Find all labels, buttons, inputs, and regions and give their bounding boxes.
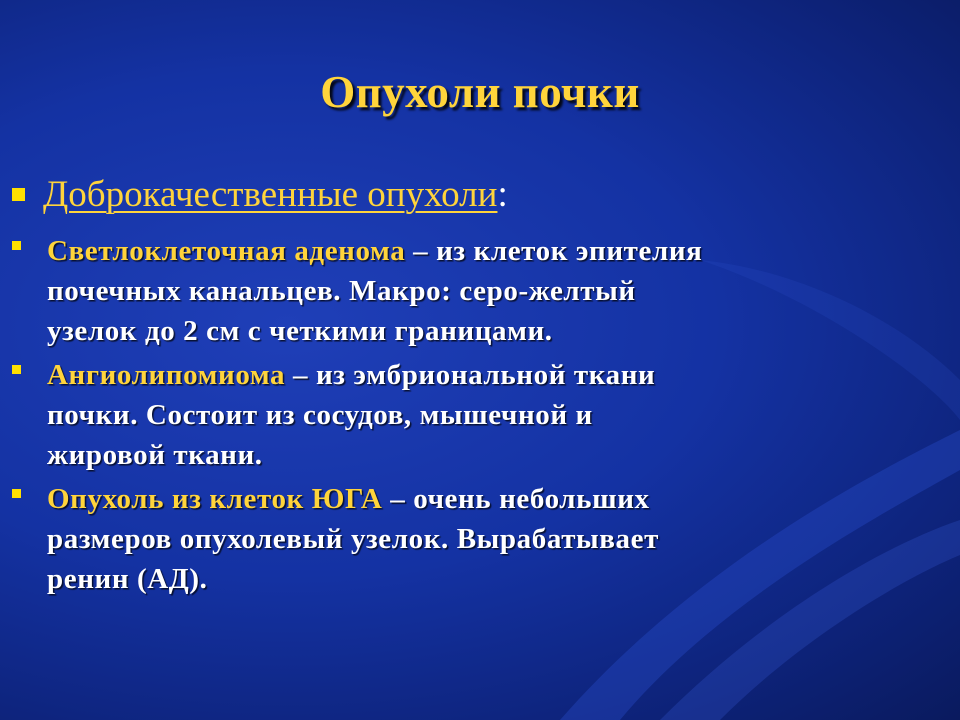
heading-item [12, 174, 892, 216]
description-text: – очень небольших [382, 483, 650, 515]
description-text: жировой ткани. [47, 439, 263, 471]
term-label: Ангиолипомиома [47, 359, 286, 391]
bullet-square-icon [12, 241, 21, 250]
term-label: Светлоклеточная аденома [47, 235, 406, 267]
description-text: почечных канальцев. Макро: серо-желтый [47, 275, 636, 307]
description-text: – из клеток эпителия [405, 235, 703, 267]
bullet-square-icon [12, 365, 21, 374]
list-item-angiolipomyoma [12, 355, 892, 475]
list-item-text [47, 355, 655, 475]
section-heading: Доброкачественные опухоли [43, 174, 498, 215]
description-text: – из эмбриональной ткани [285, 359, 656, 391]
description-text: почки. Состоит из сосудов, мышечной и [47, 399, 593, 431]
heading-colon: : [497, 174, 508, 215]
term-label: Опухоль из клеток ЮГА [47, 483, 383, 515]
list-item-adenoma [12, 231, 892, 351]
list-item-text [47, 231, 702, 351]
bullet-square-icon [12, 489, 21, 498]
heading-line [43, 174, 508, 216]
bullet-square-icon [12, 188, 25, 201]
bullet-list [12, 174, 892, 603]
description-text: узелок до 2 см с четкими границами. [47, 315, 553, 347]
description-text: размеров опухолевый узелок. Вырабатывает [47, 523, 659, 555]
list-item-jga-tumor [12, 479, 892, 599]
slide-title: Опухоли почки [320, 67, 640, 117]
list-item-text [47, 479, 659, 599]
description-text: ренин (АД). [47, 563, 208, 595]
